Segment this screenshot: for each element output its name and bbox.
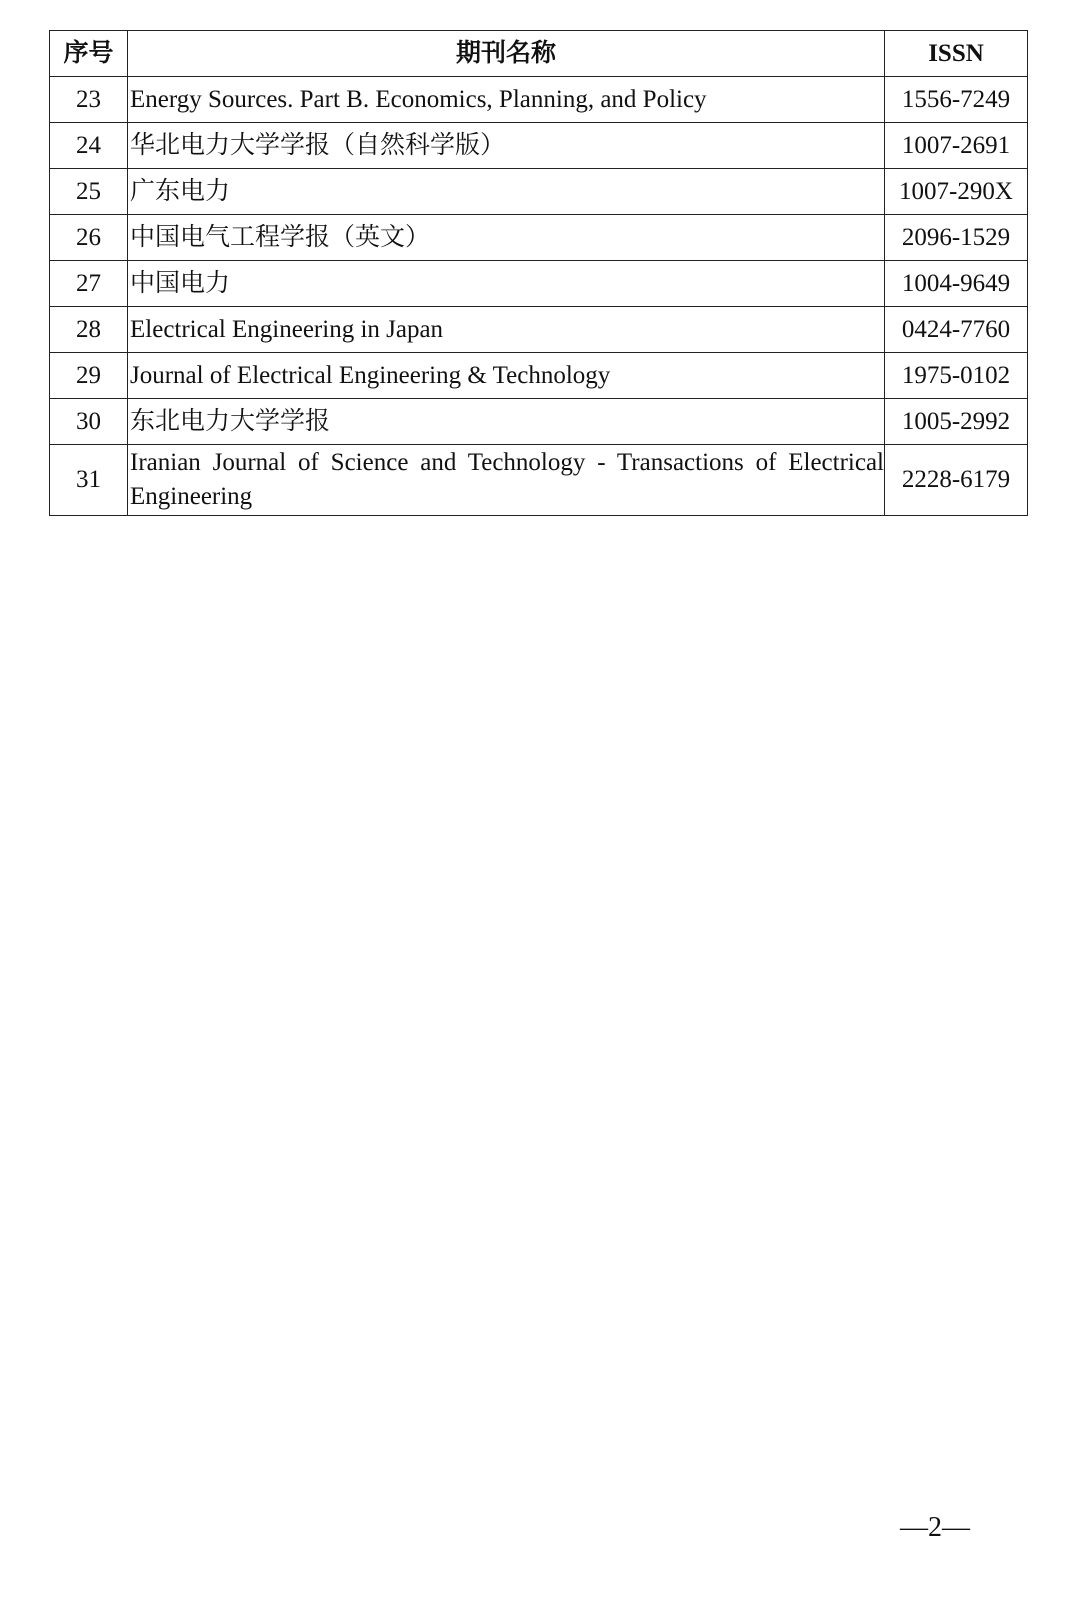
row-issn: 1556-7249 — [885, 77, 1028, 123]
row-serial-number: 31 — [50, 445, 128, 516]
row-issn: 1007-290X — [885, 169, 1028, 215]
page-number: —2— — [900, 1512, 970, 1543]
row-journal-name: 广东电力 — [128, 169, 885, 215]
table-row — [50, 215, 1028, 261]
header-serial-number: 序号 — [50, 31, 128, 77]
row-serial-number: 27 — [50, 261, 128, 307]
table-row — [50, 445, 1028, 516]
row-journal-name: 东北电力大学学报 — [128, 399, 885, 445]
row-serial-number: 28 — [50, 307, 128, 353]
row-issn: 0424-7760 — [885, 307, 1028, 353]
header-journal-name: 期刊名称 — [128, 31, 885, 77]
table-row — [50, 77, 1028, 123]
row-issn: 1004-9649 — [885, 261, 1028, 307]
row-issn: 2096-1529 — [885, 215, 1028, 261]
row-issn: 1007-2691 — [885, 123, 1028, 169]
row-journal-name: 中国电力 — [128, 261, 885, 307]
row-serial-number: 24 — [50, 123, 128, 169]
row-journal-name: Journal of Electrical Engineering & Technology — [128, 353, 885, 399]
row-issn: 1005-2992 — [885, 399, 1028, 445]
table-row — [50, 307, 1028, 353]
row-issn: 1975-0102 — [885, 353, 1028, 399]
table-row — [50, 399, 1028, 445]
row-serial-number: 26 — [50, 215, 128, 261]
table-row — [50, 169, 1028, 215]
row-serial-number: 25 — [50, 169, 128, 215]
row-serial-number: 30 — [50, 399, 128, 445]
row-serial-number: 29 — [50, 353, 128, 399]
table-header-row — [50, 31, 1028, 77]
row-issn: 2228-6179 — [885, 445, 1028, 516]
table-row — [50, 123, 1028, 169]
row-journal-name: 中国电气工程学报（英文） — [128, 215, 885, 261]
header-issn: ISSN — [885, 31, 1028, 77]
row-journal-name: 华北电力大学学报（自然科学版） — [128, 123, 885, 169]
row-serial-number: 23 — [50, 77, 128, 123]
row-journal-name: Energy Sources. Part B. Economics, Planning, and Policy — [128, 77, 885, 123]
table-row — [50, 261, 1028, 307]
row-journal-name: Electrical Engineering in Japan — [128, 307, 885, 353]
row-journal-name: Iranian Journal of Science and Technology - Transactions of Electrical Engineering — [128, 445, 885, 516]
journal-table — [49, 30, 1028, 516]
table-row — [50, 353, 1028, 399]
